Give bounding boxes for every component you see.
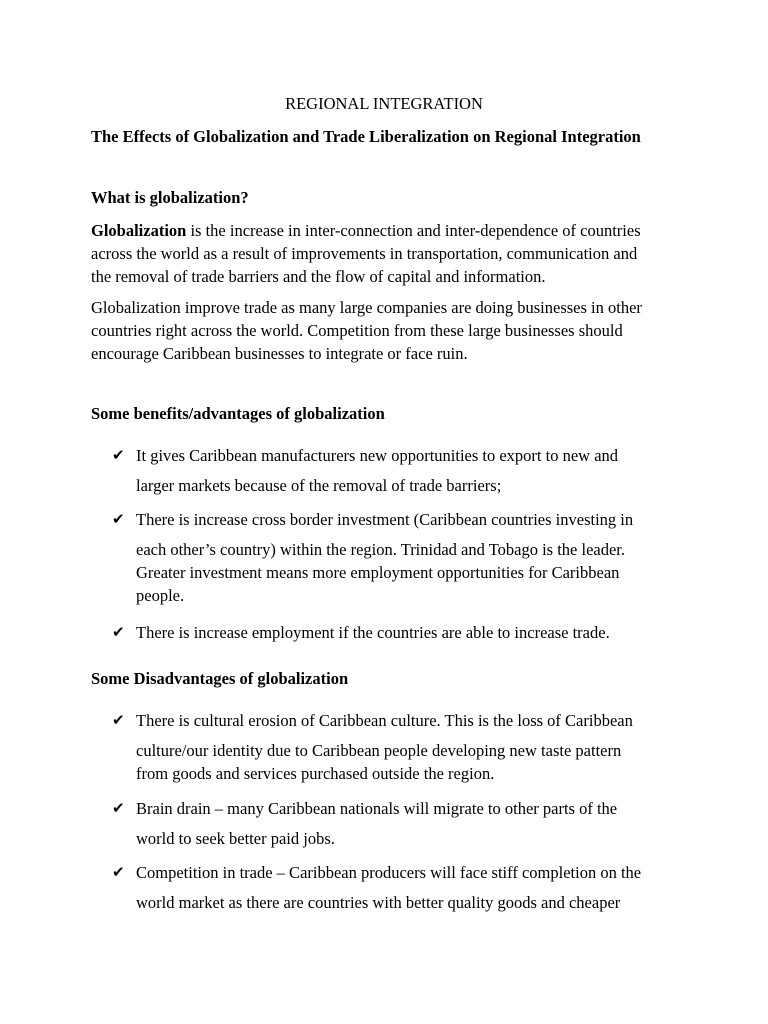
benefit-3-line-1: There is increase employment if the countries are able to increase trade. <box>136 623 610 642</box>
checkmark-icon: ✔ <box>112 446 125 464</box>
section-heading-disadvantages: Some Disadvantages of globalization <box>91 669 349 688</box>
benefit-1-line-1: It gives Caribbean manufacturers new opportunities to export to new and <box>136 446 619 465</box>
definition-line-3: the removal of trade barriers and the flow of capital and information. <box>91 267 546 286</box>
checkmark-icon: ✔ <box>112 799 125 817</box>
trade-line-3: encourage Caribbean businesses to integrate or face ruin. <box>91 344 468 363</box>
trade-paragraph <box>91 296 691 365</box>
disadvantage-2-line-2: world to seek better paid jobs. <box>136 829 335 848</box>
checkmark-icon: ✔ <box>112 623 125 641</box>
disadvantage-2-line-1: Brain drain – many Caribbean nationals will migrate to other parts of the <box>136 799 618 818</box>
definition-line-1 <box>91 219 691 242</box>
section-heading-what-is-globalization: What is globalization? <box>91 188 249 207</box>
trade-line-1: Globalization improve trade as many large companies are doing businesses in other <box>91 298 642 317</box>
definition-paragraph <box>91 219 691 288</box>
disadvantage-3-line-1: Competition in trade – Caribbean producers will face stiff completion on the <box>136 863 642 882</box>
checkmark-icon: ✔ <box>112 711 125 729</box>
disadvantage-1-line-1: There is cultural erosion of Caribbean culture. This is the loss of Caribbean <box>136 711 633 730</box>
definition-line-2: across the world as a result of improvements in transportation, communication and <box>91 244 638 263</box>
disadvantage-1-line-3: from goods and services purchased outside the region. <box>136 764 495 783</box>
section-heading-benefits: Some benefits/advantages of globalization <box>91 404 385 423</box>
benefit-2-line-4: people. <box>136 586 185 605</box>
benefit-2-line-1: There is increase cross border investment (Caribbean countries investing in <box>136 510 634 529</box>
benefit-1-line-2: larger markets because of the removal of trade barriers; <box>136 476 502 495</box>
benefit-2-line-3: Greater investment means more employment opportunities for Caribbean <box>136 563 620 582</box>
document-title: REGIONAL INTEGRATION <box>285 94 483 113</box>
checkmark-icon: ✔ <box>112 510 125 528</box>
disadvantage-1-line-2: culture/our identity due to Caribbean people developing new taste pattern <box>136 741 622 760</box>
definition-term: Globalization <box>91 221 187 240</box>
disadvantage-3-line-2: world market as there are countries with better quality goods and cheaper <box>136 893 621 912</box>
definition-line-1-rest: is the increase in inter-connection and inter-dependence of countries <box>186 221 641 240</box>
checkmark-icon: ✔ <box>112 863 125 881</box>
document-subtitle: The Effects of Globalization and Trade Liberalization on Regional Integration <box>91 127 641 146</box>
trade-line-2: countries right across the world. Competition from these large businesses should <box>91 321 623 340</box>
benefit-2-line-2: each other’s country) within the region. Trinidad and Tobago is the leader. <box>136 540 626 559</box>
